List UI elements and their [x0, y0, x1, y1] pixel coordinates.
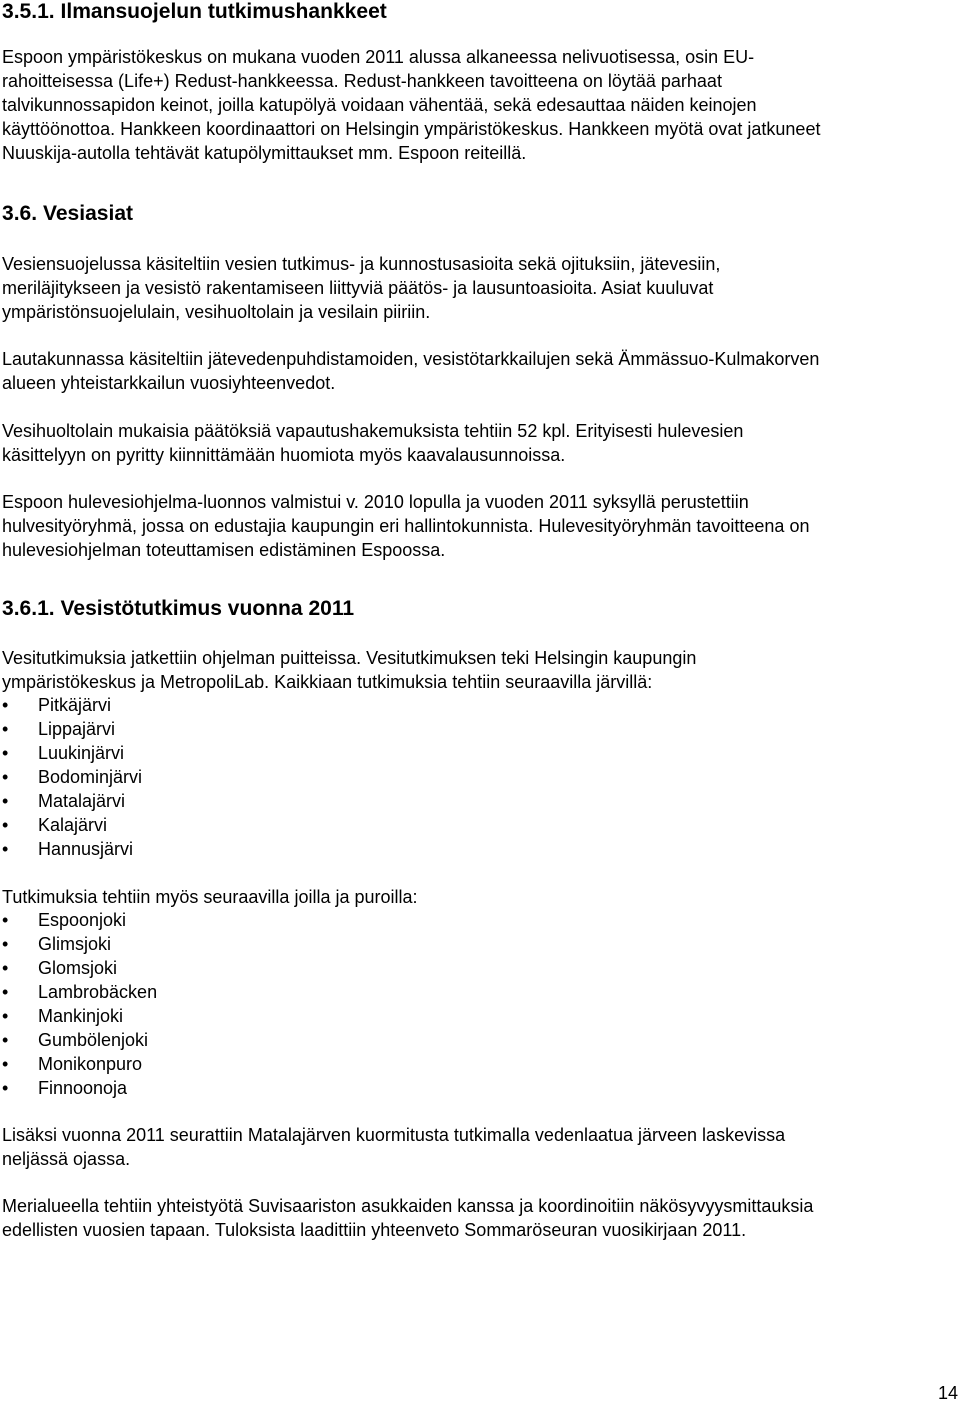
bullet-icon: • — [2, 839, 9, 859]
bullet-icon: • — [2, 695, 9, 715]
list-item — [2, 813, 142, 837]
bullet-icon: • — [2, 743, 9, 763]
text-line: ympäristönsuojelulain, vesihuoltolain ja vesilain piiriin. — [2, 302, 431, 322]
list-item-label: Glimsjoki — [38, 934, 112, 954]
list-item — [2, 956, 157, 980]
list-item — [2, 1028, 157, 1052]
text-line: meriläjitykseen ja vesistö rakentamiseen liittyviä päätös- ja lausuntoasioita. Asiat kuuluvat — [2, 278, 714, 298]
list-item — [2, 980, 157, 1004]
text-line: Vesihuoltolain mukaisia päätöksiä vapautushakemuksista tehtiin 52 kpl. Erityisesti hulevesien — [2, 421, 744, 441]
text-line: Merialueella tehtiin yhteistyötä Suvisaariston asukkaiden kanssa ja koordinoitiin näkösyvyysmittauksia — [2, 1196, 814, 1216]
list-item-label: Pitkäjärvi — [38, 695, 112, 715]
paragraph-water-services-decisions — [2, 419, 743, 467]
paragraph-water-research — [2, 646, 696, 694]
text-line: Lautakunnassa käsiteltiin jätevedenpuhdistamoiden, vesistötarkkailujen sekä Ämmässuo-Kulmakorven — [2, 349, 820, 369]
paragraph-board-matters — [2, 347, 819, 395]
list-item-label: Hannusjärvi — [38, 839, 134, 859]
bullet-icon: • — [2, 934, 9, 954]
bullet-icon: • — [2, 1030, 9, 1050]
list-item — [2, 741, 142, 765]
text-line: Lisäksi vuonna 2011 seurattiin Matalajärven kuormitusta tutkimalla vedenlaatua järveen laskevissa — [2, 1125, 786, 1145]
bullet-icon: • — [2, 958, 9, 978]
list-item — [2, 765, 142, 789]
bullet-icon: • — [2, 791, 9, 811]
list-item — [2, 717, 142, 741]
list-item — [2, 1052, 157, 1076]
list-item-label: Glomsjoki — [38, 958, 118, 978]
text-line: rahoitteisessa (Life+) Redust-hankkeessa. Redust-hankkeen tavoitteena on löytää parhaat — [2, 71, 722, 91]
text-line: edellisten vuosien tapaan. Tuloksista laadittiin yhteenveto Sommaröseuran vuosikirjaan 2011. — [2, 1220, 747, 1240]
page-number: 14 — [938, 1383, 959, 1403]
text-line: Espoon hulevesiohjelma-luonnos valmistui v. 2010 lopulla ja vuoden 2011 syksyllä perustettiin — [2, 492, 749, 512]
bullet-icon: • — [2, 815, 9, 835]
text-line: käyttöönottoa. Hankkeen koordinaattori on Helsingin ympäristökeskus. Hankkeen myötä ovat jatkuneet — [2, 119, 821, 139]
list-item-label: Bodominjärvi — [38, 767, 143, 787]
paragraph-rivers-intro: Tutkimuksia tehtiin myös seuraavilla joilla ja puroilla: — [2, 887, 418, 907]
list-item — [2, 693, 142, 717]
list-item-label: Lambrobäcken — [38, 982, 158, 1002]
bullet-icon: • — [2, 982, 9, 1002]
list-item-label: Monikonpuro — [38, 1054, 143, 1074]
list-item-label: Matalajärvi — [38, 791, 126, 811]
text-line: Vesiensuojelussa käsiteltiin vesien tutkimus- ja kunnostusasioita sekä ojituksiin, jätevesiin, — [2, 254, 721, 274]
list-item-label: Gumbölenjoki — [38, 1030, 149, 1050]
paragraph-matalajarvi-load — [2, 1123, 785, 1171]
bullet-icon: • — [2, 767, 9, 787]
text-line: ympäristökeskus ja MetropoliLab. Kaikkiaan tutkimuksia tehtiin seuraavilla järvillä: — [2, 672, 653, 692]
list-item-label: Mankinjoki — [38, 1006, 124, 1026]
list-item-label: Espoonjoki — [38, 910, 127, 930]
text-line: talvikunnossapidon keinot, joilla katupölyä voidaan vähentää, sekä edesauttaa näiden keinojen — [2, 95, 757, 115]
list-item-label: Luukinjärvi — [38, 743, 125, 763]
paragraph-redust-project — [2, 45, 820, 165]
text-line: käsittelyyn on pyritty kiinnittämään huomiota myös kaavalausunnoissa. — [2, 445, 566, 465]
text-line: Vesitutkimuksia jatkettiin ohjelman puitteissa. Vesitutkimuksen teki Helsingin kaupungin — [2, 648, 697, 668]
bullet-icon: • — [2, 910, 9, 930]
paragraph-sea-area-cooperation — [2, 1194, 813, 1242]
text-line: Espoon ympäristökeskus on mukana vuoden 2011 alussa alkaneessa nelivuotisessa, osin EU- — [2, 47, 755, 67]
section-heading-3-6-1: 3.6.1. Vesistötutkimus vuonna 2011 — [2, 597, 355, 620]
list-item-label: Finnoonoja — [38, 1078, 128, 1098]
text-line: Nuuskija-autolla tehtävät katupölymittaukset mm. Espoon reiteillä. — [2, 143, 527, 163]
text-line: hulvesityöryhmä, jossa on edustajia kaupungin eri hallintokunnista. Hulevesityöryhmän tavoitteena on — [2, 516, 810, 536]
text-line: neljässä ojassa. — [2, 1149, 131, 1169]
lakes-list — [2, 693, 142, 861]
list-item — [2, 1004, 157, 1028]
rivers-list — [2, 908, 157, 1100]
section-heading-3-5-1: 3.5.1. Ilmansuojelun tutkimushankkeet — [2, 0, 387, 23]
list-item-label: Lippajärvi — [38, 719, 116, 739]
list-item-label: Kalajärvi — [38, 815, 108, 835]
list-item — [2, 908, 157, 932]
bullet-icon: • — [2, 1006, 9, 1026]
text-line: alueen yhteistarkkailun vuosiyhteenvedot. — [2, 373, 336, 393]
bullet-icon: • — [2, 719, 9, 739]
bullet-icon: • — [2, 1078, 9, 1098]
section-heading-3-6: 3.6. Vesiasiat — [2, 202, 134, 225]
list-item — [2, 789, 142, 813]
list-item — [2, 1076, 157, 1100]
text-line: hulevesiohjelman toteuttamisen edistäminen Espoossa. — [2, 540, 446, 560]
paragraph-water-protection — [2, 252, 720, 324]
bullet-icon: • — [2, 1054, 9, 1074]
list-item — [2, 837, 142, 861]
list-item — [2, 932, 157, 956]
paragraph-stormwater-program — [2, 490, 809, 562]
